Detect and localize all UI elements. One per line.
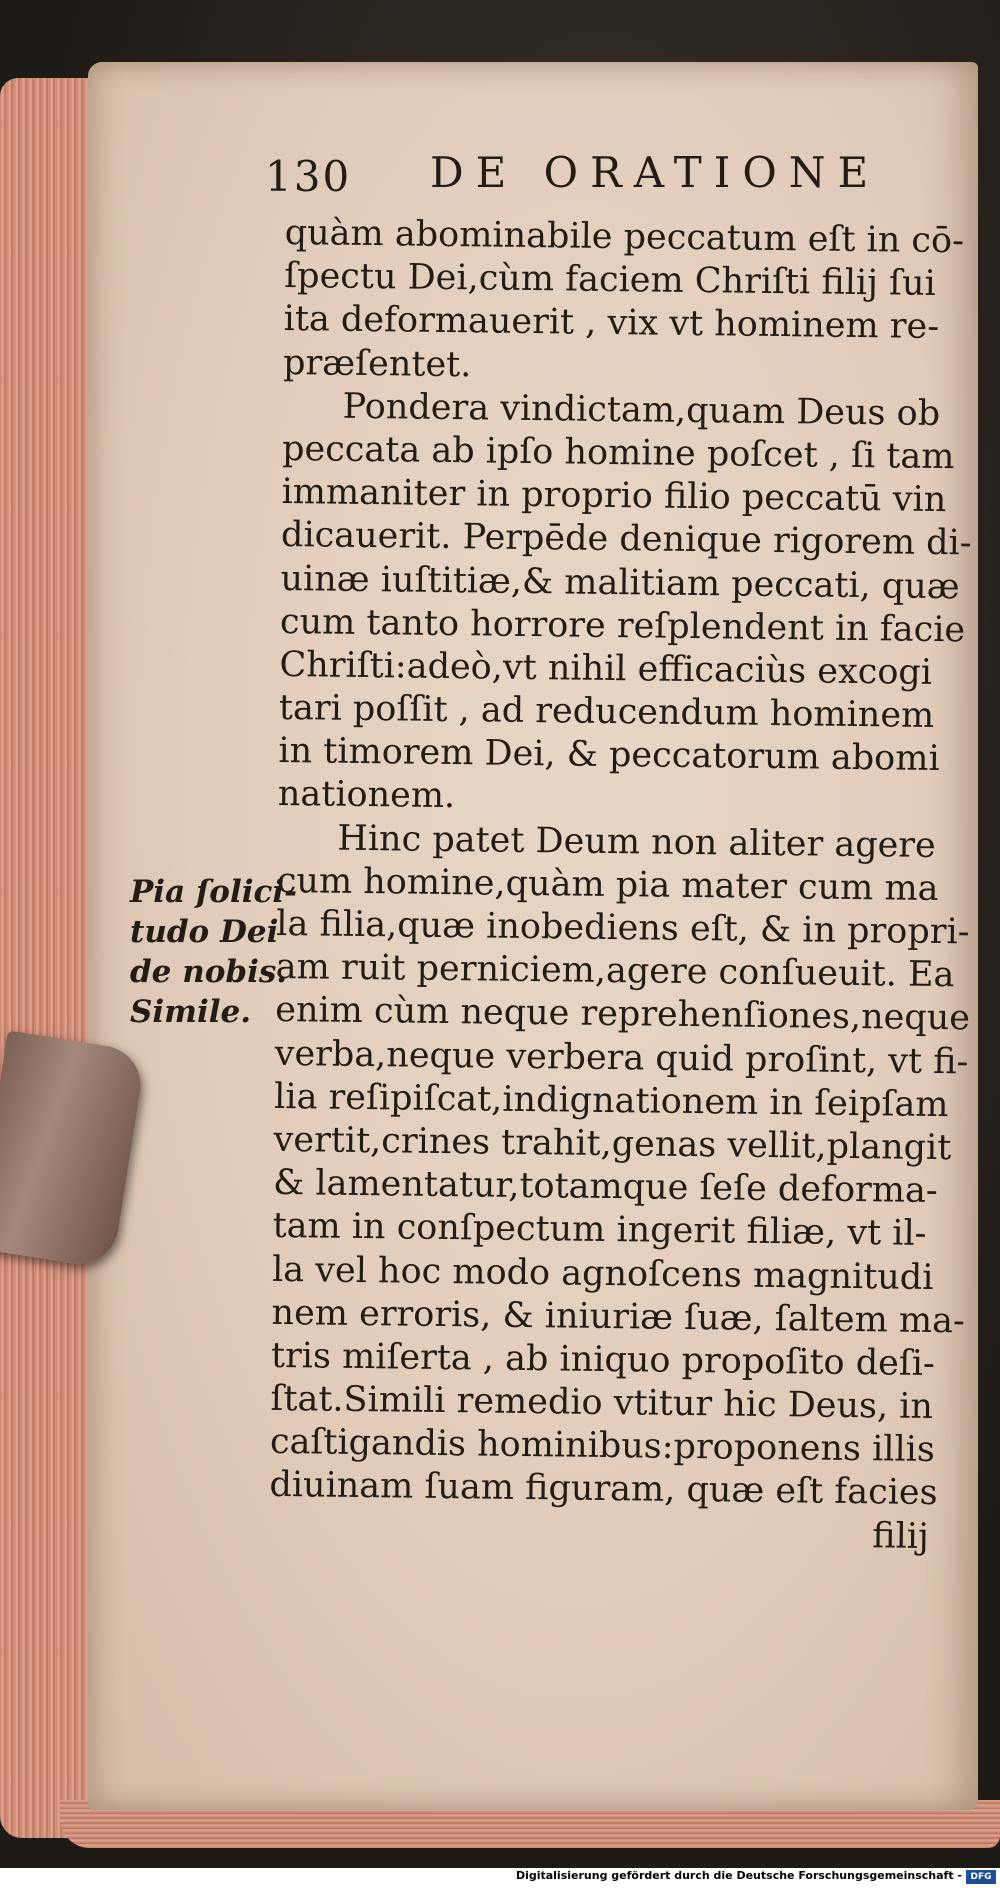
dfg-logo: DFG (966, 1870, 996, 1884)
text-line: Chriſti:adeò,vt nihil efficaciùs excogi (279, 644, 933, 693)
text-line: Pondera vindictam,quam Deus ob (342, 386, 941, 434)
text-line: la filia,quæ inobediens eſt, & in propri- (276, 903, 970, 953)
text-line: tris miſerta , ab iniquo propoſito deſi- (270, 1335, 936, 1384)
text-line: cum tanto horrore reſplendent in facie (279, 601, 966, 651)
text-line: cum homine,quàm pia mater cum ma (276, 860, 939, 909)
page-header (265, 148, 915, 212)
body-text (269, 212, 972, 1559)
text-line: verba,neque verbera quid proſint, vt fi- (274, 1033, 969, 1082)
text-line: diuinam ſuam figuram, quæ eſt facies (269, 1465, 938, 1514)
text-line: quàm abominabile peccatum eſt in cō- (284, 212, 965, 262)
text-line: ſtat.Simili remedio vtitur hic Deus, in (270, 1378, 934, 1428)
catchword: filij (872, 1515, 930, 1557)
text-line: ſpectu Dei,cùm faciem Chriſti filij ſui (283, 256, 937, 305)
page-number: 130 (265, 152, 352, 201)
margin-note-line: Pia ſolici- (130, 874, 298, 910)
text-line: uinæ iuſtitiæ,& malitiam peccati, quæ (280, 558, 960, 607)
text-line: nem erroris, & iniuriæ ſuæ, ſaltem ma- (271, 1292, 966, 1342)
text-line: caſtigandis hominibus:proponens illis (269, 1422, 936, 1471)
text-line: immaniter in proprio filio peccatū vin (281, 472, 947, 521)
text-line: præſentet. (282, 342, 472, 385)
text-line: lia reſipiſcat,indignationem in ſeipſam (273, 1076, 949, 1125)
text-line: dicauerit. Perpēde denique rigorem di- (280, 515, 972, 564)
text-line: ita deformauerit , vix vt hominem re- (283, 299, 940, 348)
text-line: am ruit perniciem,agere conſueuit. Ea (275, 947, 955, 996)
digitization-credit: Digitalisierung gefördert durch die Deutsche Forschungsgemeinschaft - (515, 1869, 962, 1882)
text-line: Hinc patet Deum non aliter agere (337, 818, 937, 866)
margin-note-line: Simile. (130, 994, 252, 1030)
text-line: tari poſſit , ad reducendum hominem (278, 688, 935, 737)
margin-note-line: tudo Dei (130, 914, 279, 950)
margin-note-line: de nobis. (130, 954, 288, 990)
text-line: enim cùm neque reprehenſiones,neque (275, 990, 971, 1039)
text-line: la vel hoc modo agnoſcens magnitudi (271, 1249, 934, 1298)
text-line: & lamentatur,totamque ſeſe deforma- (272, 1163, 938, 1212)
text-line: peccata ab ipſo homine poſcet , ſi tam (281, 428, 955, 478)
text-line: vertit,crines trahit,genas vellit,plangit (273, 1119, 952, 1169)
margin-note (130, 872, 298, 1032)
text-line: in timorem Dei, & peccatorum abomi (278, 731, 940, 780)
running-title: DE ORATIONE (430, 148, 881, 197)
text-line: nationem. (277, 774, 456, 817)
text-line: tam in conſpectum ingerit filiæ, vt il- (272, 1206, 927, 1255)
